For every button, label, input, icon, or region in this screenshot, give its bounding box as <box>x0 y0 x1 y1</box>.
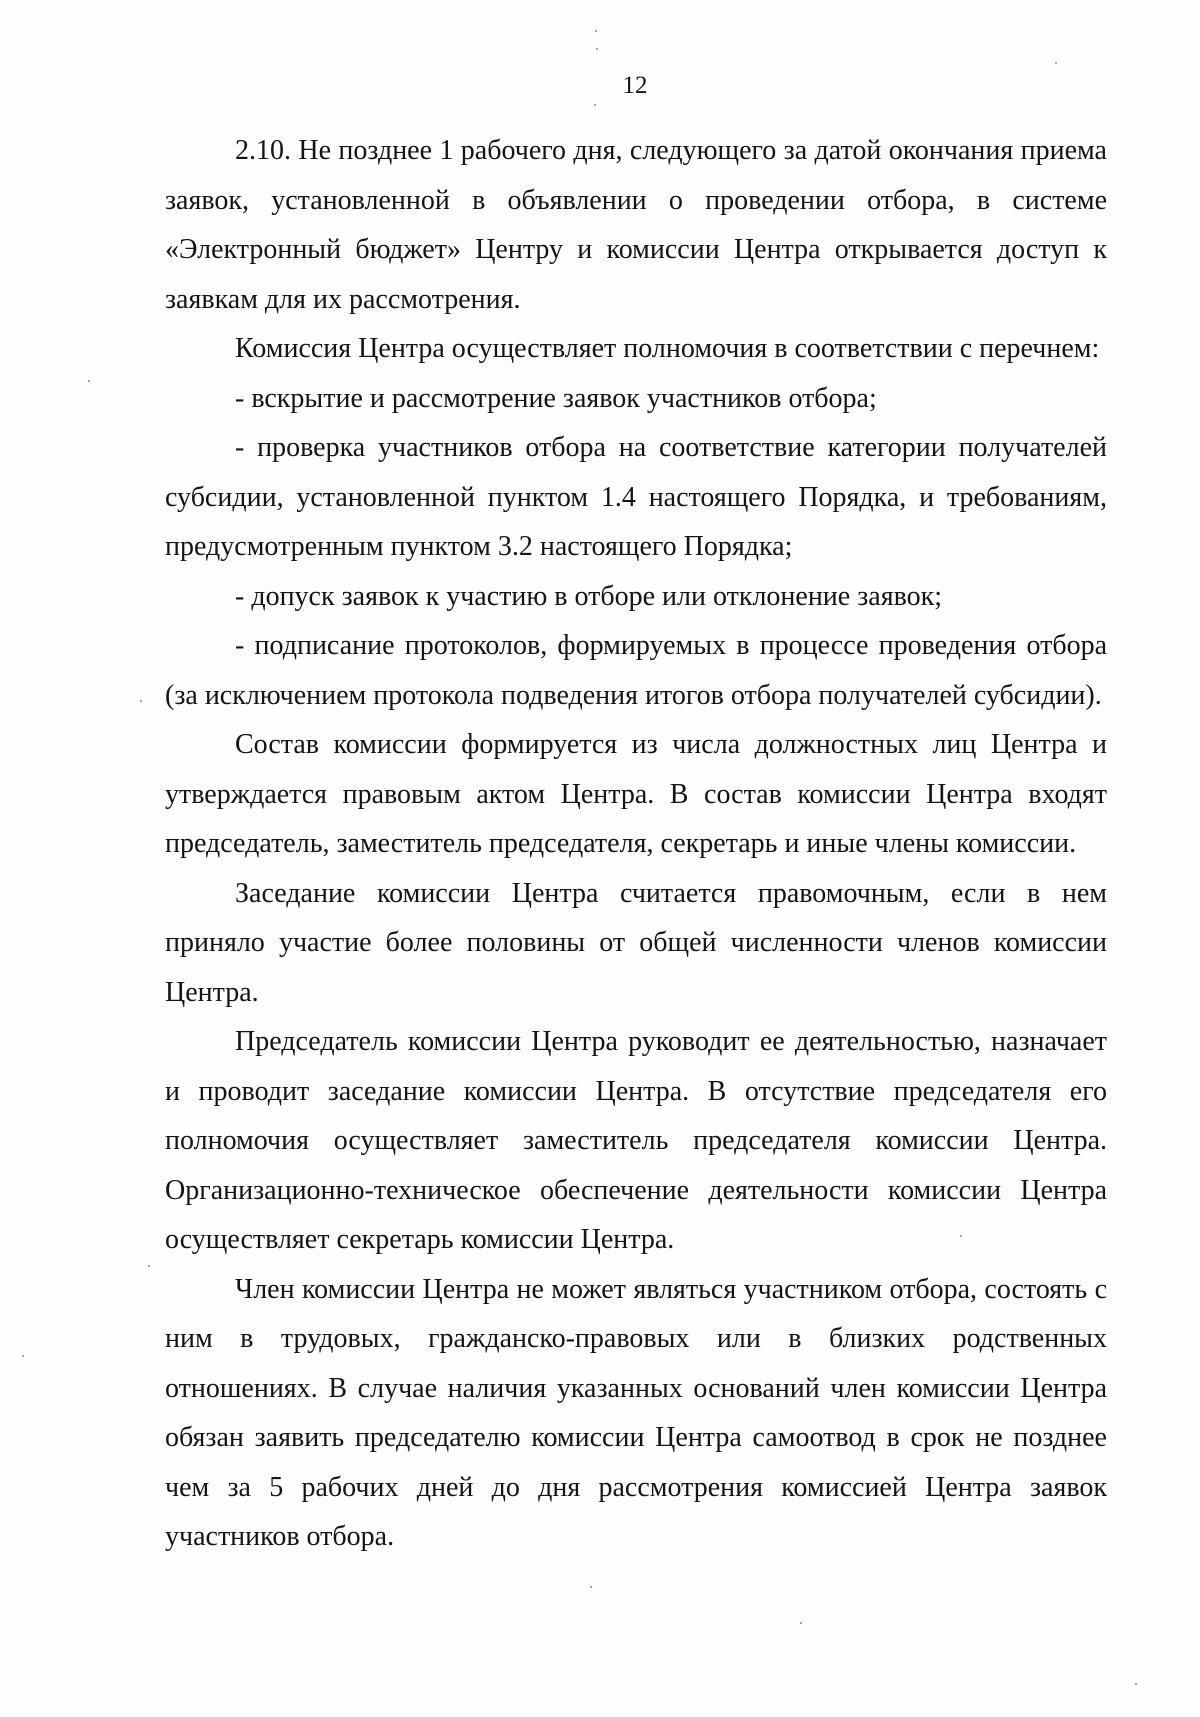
scan-speck <box>960 1235 962 1237</box>
scan-speck <box>1055 62 1057 64</box>
paragraph-quorum: Заседание комиссии Центра считается правомочным, если в нем приняло участие более половины от общей численности членов комиссии Центра. <box>165 877 1107 1008</box>
scan-speck <box>590 1586 592 1588</box>
list-item-opening: - вскрытие и рассмотрение заявок участников отбора; <box>235 382 877 414</box>
paragraph-composition: Состав комиссии формируется из числа должностных лиц Центра и утверждается правовым актом Центра. В состав комиссии Центра входят председатель, заместитель председателя, секретарь и иные члены комиссии. <box>165 729 1107 859</box>
paragraph-2-10: 2.10. Не позднее 1 рабочего дня, следующего за датой окончания приема заявок, установленной в объявлении о проведении отбора, в системе «Электронный бюджет» Центру и комиссии Центра открывается доступ к заявкам для их рассмотрения. <box>165 135 1107 315</box>
scan-speck <box>148 1265 150 1267</box>
list-item-verification: - проверка участников отбора на соответствие категории получателей субсидии, установленной пунктом 1.4 настоящего Порядка, и требованиям, предусмотренным пунктом 3.2 настоящего Порядка; <box>165 432 1107 562</box>
document-body <box>165 126 1107 1562</box>
scan-speck <box>88 380 90 382</box>
page-number: 12 <box>622 72 648 99</box>
paragraph-chairman: Председатель комиссии Центра руководит ее деятельностью, назначает и проводит заседание комиссии Центра. В отсутствие председателя его полномочия осуществляет заместитель председателя комиссии Центра. Организационно-техническое обеспечение деятельности комиссии Центра осуществляет секретарь комиссии Центра. <box>165 1026 1107 1255</box>
scan-speck <box>22 1355 24 1357</box>
scan-speck <box>800 1622 802 1624</box>
scan-speck <box>594 104 596 106</box>
list-item-signing: - подписание протоколов, формируемых в процессе проведения отбора (за исключением протокола подведения итогов отбора получателей субсидии). <box>165 630 1107 711</box>
scan-speck <box>140 700 142 702</box>
scan-speck <box>595 30 597 32</box>
list-item-admission: - допуск заявок к участию в отборе или отклонение заявок; <box>235 580 942 612</box>
paragraph-commission-powers: Комиссия Центра осуществляет полномочия в соответствии с перечнем: <box>235 333 1100 364</box>
scan-speck <box>596 48 598 50</box>
paragraph-conflict-of-interest: Член комиссии Центра не может являться участником отбора, состоять с ним в трудовых, гражданско-правовых или в близких родственных отношениях. В случае наличия указанных оснований член комиссии Центра обязан заявить председателю комиссии Центра самоотвод в срок не позднее чем за 5 рабочих дней до дня рассмотрения комиссией Центра заявок участников отбора. <box>165 1273 1107 1552</box>
scan-speck <box>1135 1683 1137 1685</box>
